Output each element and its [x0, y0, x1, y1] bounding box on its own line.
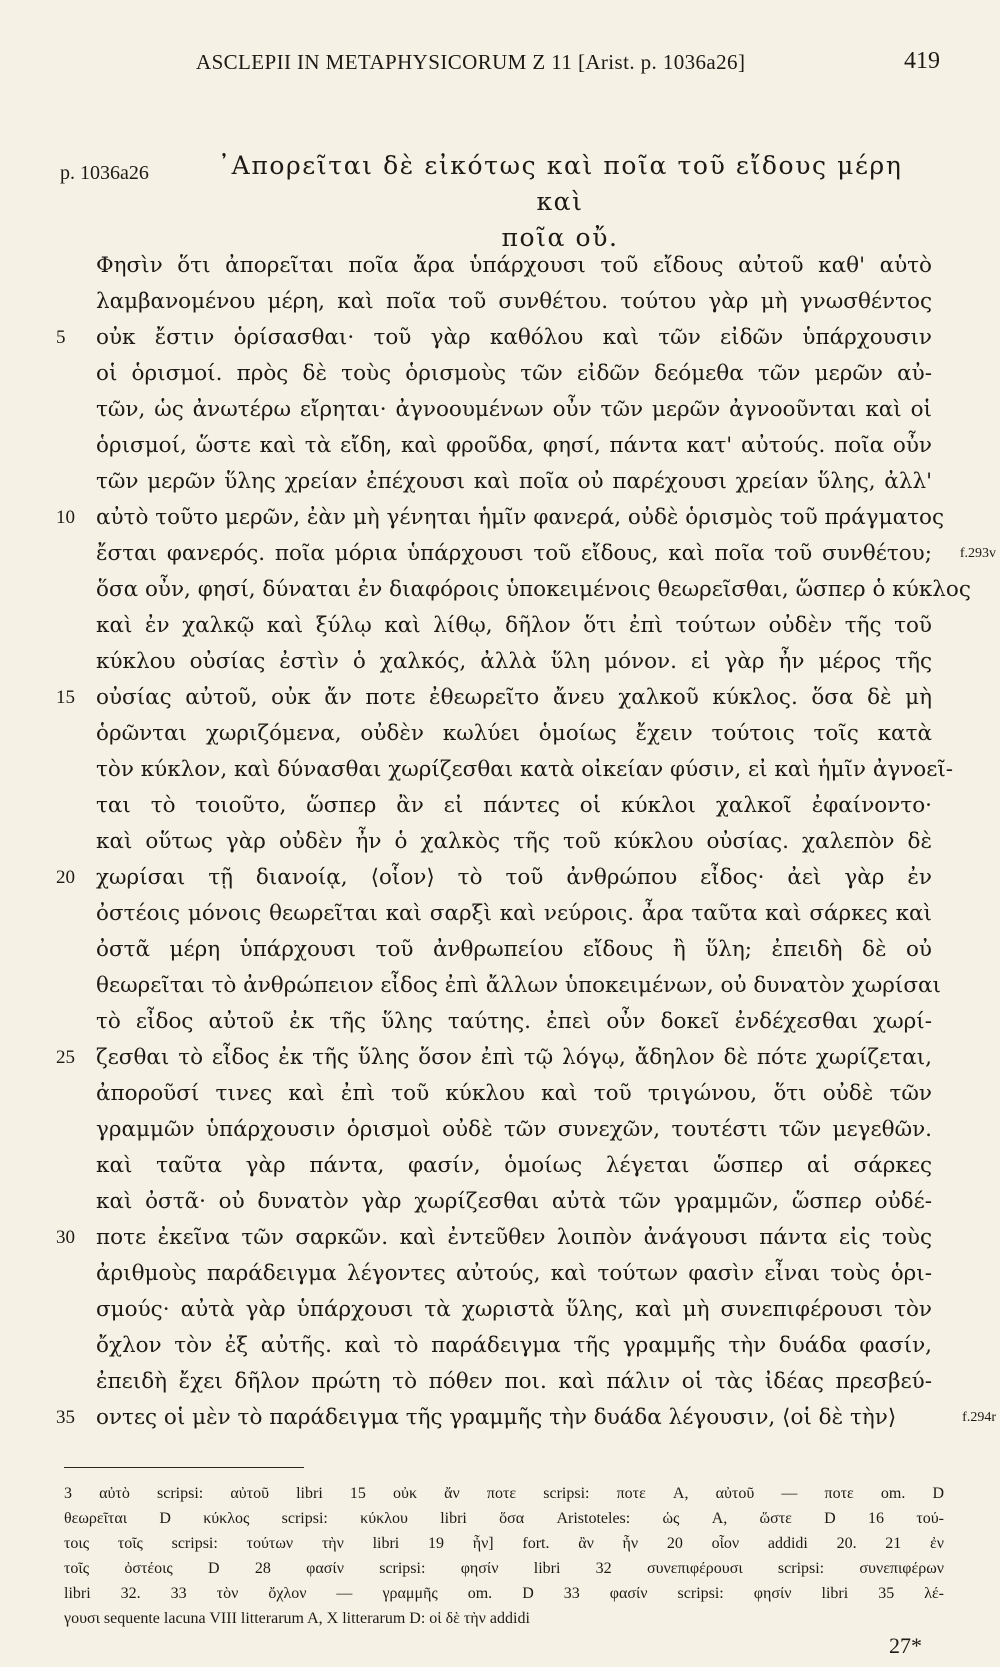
text-line: [56, 1040, 932, 1076]
text-line: [96, 1328, 932, 1364]
text-line: [96, 1256, 932, 1292]
line-text: ἀριθμοὺς παράδειγμα λέγοντες αὐτούς, καὶ τούτων φασὶν εἶναι τοὺς ὁρι-: [96, 1261, 932, 1286]
line-text: ἔσται φανερός. ποῖα μόρια ὑπάρχουσι τοῦ εἴδους, καὶ ποῖα τοῦ συνθέτου;: [96, 541, 932, 566]
line-text: τῶν, ὡς ἀνωτέρω εἴρηται· ἀγνοουμένων οὖν τῶν μερῶν ἀγνοοῦνται καὶ οἱ: [96, 397, 932, 422]
line-text: οντες οἱ μὲν τὸ παράδειγμα τῆς γραμμῆς τὴν δυάδα λέγουσιν, ⟨οἱ δὲ τὴν⟩: [96, 1405, 897, 1430]
line-text: καὶ οὕτως γὰρ οὐδὲν ἦν ὁ χαλκὸς τῆς τοῦ κύκλου οὐσίας. χαλεπὸν δὲ: [96, 829, 932, 854]
line-text: ποτε ἐκεῖνα τῶν σαρκῶν. καὶ ἐντεῦθεν λοιπὸν ἀνάγουσι πάντα εἰς τοὺς: [96, 1225, 932, 1250]
text-line: [96, 284, 932, 320]
folio-margin-note: f.293v: [959, 546, 996, 561]
line-text: τῶν μερῶν ὕλης χρείαν ἐπέχουσι καὶ ποῖα οὐ παρέχουσι χρείαν ὕλης, ἀλλ': [96, 469, 932, 494]
apparatus-line: τοις τοῖς scripsi: τούτων τὴν libri 19 ἦν] fort. ἂν ἦν 20 οἷον addidi 20. 21 ἐν: [64, 1535, 944, 1552]
text-line: [96, 248, 932, 284]
lemma: [200, 148, 920, 256]
line-number: 35: [56, 1407, 75, 1428]
line-text: χωρίσαι τῇ διανοίᾳ, ⟨οἷον⟩ τὸ τοῦ ἀνθρώπου εἶδος· ἀεὶ γὰρ ἐν: [96, 865, 932, 890]
text-line: [96, 1112, 932, 1148]
text-line: [96, 1364, 932, 1400]
text-line: [96, 752, 954, 788]
text-line: [96, 716, 932, 752]
line-text: ζεσθαι τὸ εἶδος ἐκ τῆς ὕλης ὅσον ἐπὶ τῷ λόγῳ, ἄδηλον δὲ πότε χωρίζεται,: [96, 1045, 932, 1070]
line-text: ὅσα οὖν, φησί, δύναται ἐν διαφόροις ὑποκειμένοις θεωρεῖσθαι, ὥσπερ ὁ κύκλος: [96, 577, 971, 602]
line-text: γραμμῶν ὑπάρχουσιν ὁρισμοὶ οὐδὲ τῶν συνεχῶν, τουτέστι τῶν μεγεθῶν.: [96, 1117, 932, 1142]
text-line: [56, 500, 944, 536]
line-text: τὸ εἶδος αὐτοῦ ἐκ τῆς ὕλης ταύτης. ἐπεὶ οὖν δοκεῖ ἐνδέχεσθαι χωρί-: [96, 1009, 932, 1034]
line-number: 10: [56, 507, 75, 528]
lemma-line: ποῖα οὔ.: [501, 223, 619, 252]
footnote-rule: [64, 1467, 304, 1468]
folio-margin-note: f.294r: [962, 1410, 996, 1425]
text-line: [96, 608, 932, 644]
line-number: 25: [56, 1047, 75, 1068]
text-line: [96, 1004, 932, 1040]
apparatus-line: τοῖς ὀστέοις D 28 φασίν scripsi: φησίν libri 32 συνεπιφέρουσι scripsi: συνεπιφέρων: [64, 1560, 944, 1577]
text-line: [56, 680, 932, 716]
line-text: τὸν κύκλον, καὶ δύνασθαι χωρίζεσθαι κατὰ οἰκείαν φύσιν, εἰ καὶ ἡμῖν ἀγνοεῖ-: [96, 757, 954, 782]
line-text: Φησὶν ὅτι ἀπορεῖται ποῖα ἄρα ὑπάρχουσι τοῦ εἴδους αὐτοῦ καθ' αὑτὸ: [96, 253, 932, 278]
text-line: [56, 320, 932, 356]
line-text: ὄχλον τὸν ἐξ αὐτῆς. καὶ τὸ παράδειγμα τῆς γραμμῆς τὴν δυάδα φασίν,: [96, 1333, 932, 1358]
line-text: ὀστᾶ μέρη ὑπάρχουσι τοῦ ἀνθρωπείου εἴδους ἢ ὕλη; ἐπειδὴ δὲ οὐ: [96, 937, 932, 962]
text-line: [96, 932, 932, 968]
signature-mark: 27*: [889, 1633, 922, 1658]
line-text: ἀποροῦσί τινες καὶ ἐπὶ τοῦ κύκλου καὶ τοῦ τριγώνου, ὅτι οὐδὲ τῶν: [96, 1081, 932, 1106]
line-number: 30: [56, 1227, 75, 1248]
text-line: [96, 392, 932, 428]
line-text: αὐτὸ τοῦτο μερῶν, ἐὰν μὴ γένηται ἡμῖν φανερά, οὐδὲ ὁρισμὸς τοῦ πράγματος: [96, 505, 944, 530]
text-line: [96, 1076, 932, 1112]
text-line: [56, 860, 932, 896]
running-title: ASCLEPII IN METAPHYSICORUM Z 11 [Arist. p. 1036a26]: [196, 50, 746, 74]
line-number: 15: [56, 687, 75, 708]
text-line: [96, 464, 932, 500]
line-number: 20: [56, 867, 75, 888]
text-line: [96, 1148, 932, 1184]
apparatus-line: 3 αὐτὸ scripsi: αὐτοῦ libri 15 οὐκ ἄν ποτε scripsi: ποτε A, αὐτοῦ — ποτε om. D: [64, 1485, 944, 1502]
line-text: ται τὸ τοιοῦτο, ὥσπερ ἂν εἰ πάντες οἱ κύκλοι χαλκοῖ ἐφαίνοντο·: [96, 793, 932, 818]
text-line: [96, 1184, 932, 1220]
line-text: ὁρῶνται χωριζόμενα, οὐδὲν κωλύει ὁμοίως ἔχειν τούτοις τοῖς κατὰ: [96, 721, 932, 746]
line-text: ὀστέοις μόνοις θεωρεῖται καὶ σαρξὶ καὶ νεύροις. ἆρα ταῦτα καὶ σάρκες καὶ: [96, 901, 932, 926]
text-line: [96, 968, 941, 1004]
line-text: οἱ ὁρισμοί. πρὸς δὲ τοὺς ὁρισμοὺς τῶν εἰδῶν δεόμεθα τῶν μερῶν αὐ-: [96, 361, 932, 386]
line-text: ὁρισμοί, ὥστε καὶ τὰ εἴδη, καὶ φροῦδα, φησί, πάντα κατ' αὐτούς. ποῖα οὖν: [96, 433, 932, 458]
text-line: [96, 536, 996, 572]
main-text: [56, 248, 996, 1436]
text-line: [96, 788, 932, 824]
line-text: καὶ ὀστᾶ· οὐ δυνατὸν γὰρ χωρίζεσθαι αὐτὰ τῶν γραμμῶν, ὥσπερ οὐδέ-: [96, 1189, 932, 1214]
line-text: θεωρεῖται τὸ ἀνθρώπειον εἶδος ἐπὶ ἄλλων ὑποκειμένων, οὐ δυνατὸν χωρίσαι: [96, 973, 941, 998]
line-text: οὐκ ἔστιν ὁρίσασθαι· τοῦ γὰρ καθόλου καὶ τῶν εἰδῶν ὑπάρχουσιν: [96, 325, 932, 350]
page-header: [110, 44, 940, 84]
apparatus-line: libri 32. 33 τὸν ὄχλον — γραμμῆς om. D 33 φασίν scripsi: φησίν libri 35 λέ-: [64, 1585, 944, 1602]
text-line: [96, 824, 932, 860]
line-text: σμούς· αὐτὰ γὰρ ὑπάρχουσι τὰ χωριστὰ ὕλης, καὶ μὴ συνεπιφέρουσι τὸν: [96, 1297, 932, 1322]
apparatus-line: γουσι sequente lacuna VIII litterarum A, X litterarum D: οἱ δὲ τὴν addidi: [64, 1610, 530, 1627]
text-line: [96, 644, 932, 680]
line-text: κύκλου οὐσίας ἐστὶν ὁ χαλκός, ἀλλὰ ὕλη μόνον. εἰ γὰρ ἦν μέρος τῆς: [96, 649, 932, 674]
text-line: [96, 896, 932, 932]
lemma-reference: p. 1036a26: [60, 162, 149, 184]
critical-apparatus: [64, 1481, 944, 1631]
line-text: ἐπειδὴ ἔχει δῆλον πρώτη τὸ πόθεν ποι. καὶ πάλιν οἱ τὰς ἰδέας πρεσβεύ-: [96, 1369, 932, 1394]
text-line: [96, 572, 971, 608]
page-number: 419: [904, 48, 940, 74]
text-line: [56, 1220, 932, 1256]
line-text: καὶ ἐν χαλκῷ καὶ ξύλῳ καὶ λίθῳ, δῆλον ὅτι ἐπὶ τούτων οὐδὲν τῆς τοῦ: [96, 613, 932, 638]
text-line: [96, 356, 932, 392]
text-line: [96, 1292, 932, 1328]
text-line: [96, 428, 932, 464]
line-text: οὐσίας αὐτοῦ, οὐκ ἄν ποτε ἐθεωρεῖτο ἄνευ χαλκοῦ κύκλος. ὅσα δὲ μὴ: [96, 685, 932, 710]
apparatus-line: θεωρεῖται D κύκλος scripsi: κύκλου libri ὅσα Aristoteles: ὡς A, ὥστε D 16 τού-: [64, 1510, 945, 1527]
line-number: 5: [56, 327, 66, 348]
text-line: [56, 1400, 996, 1436]
lemma-line: ᾿Απορεῖται δὲ εἰκότως καὶ ποῖα τοῦ εἴδους μέρη καὶ: [217, 151, 903, 216]
line-text: καὶ ταῦτα γὰρ πάντα, φασίν, ὁμοίως λέγεται ὥσπερ αἱ σάρκες: [96, 1153, 932, 1178]
line-text: λαμβανομένου μέρη, καὶ ποῖα τοῦ συνθέτου. τούτου γὰρ μὴ γνωσθέντος: [96, 289, 932, 314]
